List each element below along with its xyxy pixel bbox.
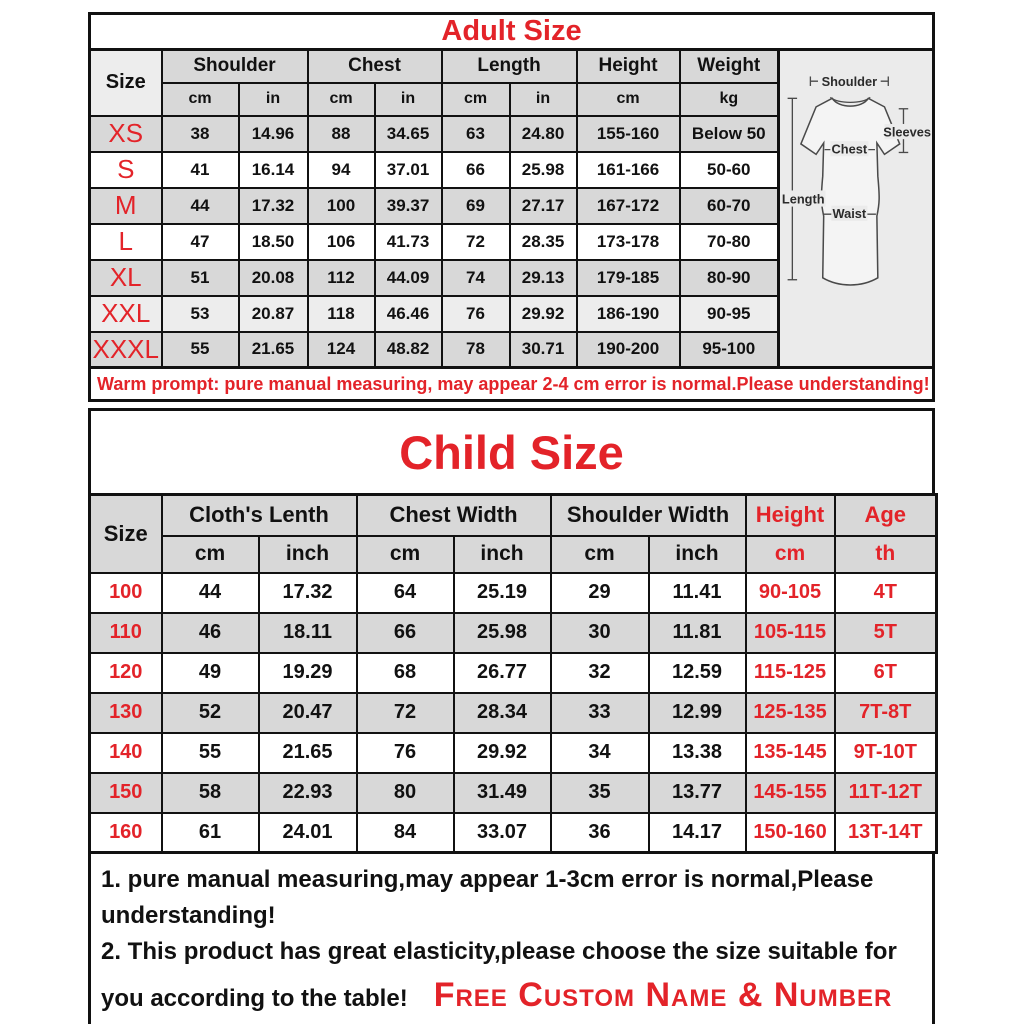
cell-value: 161-166 bbox=[577, 152, 680, 188]
cell-value: 50-60 bbox=[680, 152, 779, 188]
cell-value: 145-155 bbox=[746, 773, 835, 813]
cell-value: 80-90 bbox=[680, 260, 779, 296]
cell-value: 115-125 bbox=[746, 653, 835, 693]
unit-label: inch bbox=[454, 536, 551, 573]
cell-value: 186-190 bbox=[577, 296, 680, 332]
adult-chest-header: Chest bbox=[308, 50, 442, 83]
child-size-section bbox=[88, 408, 935, 1024]
cell-value: 11.81 bbox=[649, 613, 746, 653]
cell-value: 150-160 bbox=[746, 813, 835, 853]
diagram-waist-label: Waist bbox=[832, 205, 867, 221]
cell-value: 11.41 bbox=[649, 573, 746, 613]
row-size-label: 130 bbox=[90, 693, 162, 733]
adult-height-header: Height bbox=[577, 50, 680, 83]
diagram-chest-label: Chest bbox=[831, 141, 868, 157]
child-cloth-length-header: Cloth's Lenth bbox=[162, 495, 357, 536]
cell-value: 28.34 bbox=[454, 693, 551, 733]
table-row bbox=[90, 693, 937, 733]
cell-value: 68 bbox=[357, 653, 454, 693]
cell-value: 63 bbox=[442, 116, 510, 152]
cell-value: 78 bbox=[442, 332, 510, 368]
cell-value: 118 bbox=[308, 296, 375, 332]
cell-value: 21.65 bbox=[239, 332, 308, 368]
adult-header-row bbox=[90, 50, 779, 83]
row-size-label: 160 bbox=[90, 813, 162, 853]
unit-label: cm bbox=[162, 536, 259, 573]
cell-value: 29.92 bbox=[454, 733, 551, 773]
cell-value: 9T-10T bbox=[835, 733, 937, 773]
table-row bbox=[90, 813, 937, 853]
cell-value: 69 bbox=[442, 188, 510, 224]
unit-label: inch bbox=[259, 536, 357, 573]
cell-value: 34.65 bbox=[375, 116, 442, 152]
cell-value: 33.07 bbox=[454, 813, 551, 853]
cell-value: 94 bbox=[308, 152, 375, 188]
cell-value: 5T bbox=[835, 613, 937, 653]
row-size-label: L bbox=[90, 224, 162, 260]
adult-weight-header: Weight bbox=[680, 50, 779, 83]
cell-value: 100 bbox=[308, 188, 375, 224]
cell-value: 32 bbox=[551, 653, 649, 693]
cell-value: 125-135 bbox=[746, 693, 835, 733]
adult-units-row bbox=[90, 83, 779, 116]
cell-value: 53 bbox=[162, 296, 239, 332]
cell-value: 6T bbox=[835, 653, 937, 693]
diagram-sleeves-label: Sleeves bbox=[883, 124, 932, 140]
cell-value: 88 bbox=[308, 116, 375, 152]
row-size-label: XXL bbox=[90, 296, 162, 332]
cell-value: 80 bbox=[357, 773, 454, 813]
cell-value: 106 bbox=[308, 224, 375, 260]
unit-label: th bbox=[835, 536, 937, 573]
cell-value: 28.35 bbox=[510, 224, 577, 260]
cell-value: 35 bbox=[551, 773, 649, 813]
table-row bbox=[90, 733, 937, 773]
cell-value: 60-70 bbox=[680, 188, 779, 224]
adult-size-column-header: Size bbox=[90, 50, 162, 116]
cell-value: 14.96 bbox=[239, 116, 308, 152]
row-size-label: 100 bbox=[90, 573, 162, 613]
notes-box bbox=[88, 854, 935, 1024]
cell-value: 11T-12T bbox=[835, 773, 937, 813]
cell-value: 38 bbox=[162, 116, 239, 152]
cell-value: 173-178 bbox=[577, 224, 680, 260]
table-row bbox=[90, 653, 937, 693]
cell-value: 29.92 bbox=[510, 296, 577, 332]
cell-value: 49 bbox=[162, 653, 259, 693]
child-chest-width-header: Chest Width bbox=[357, 495, 551, 536]
cell-value: 30.71 bbox=[510, 332, 577, 368]
diagram-length-label: Length bbox=[781, 191, 825, 207]
child-header-row bbox=[90, 495, 937, 536]
cell-value: 72 bbox=[442, 224, 510, 260]
cell-value: 58 bbox=[162, 773, 259, 813]
unit-label: kg bbox=[680, 83, 779, 116]
cell-value: 52 bbox=[162, 693, 259, 733]
adult-warning-text: Warm prompt: pure manual measuring, may appear 2-4 cm error is normal.Please understanding! bbox=[88, 369, 935, 402]
table-row bbox=[90, 296, 779, 332]
table-row bbox=[90, 260, 779, 296]
cell-value: 4T bbox=[835, 573, 937, 613]
cell-value: 25.19 bbox=[454, 573, 551, 613]
cell-value: 12.99 bbox=[649, 693, 746, 733]
cell-value: 24.80 bbox=[510, 116, 577, 152]
cell-value: 39.37 bbox=[375, 188, 442, 224]
cell-value: 33 bbox=[551, 693, 649, 733]
row-size-label: XXXL bbox=[90, 332, 162, 368]
cell-value: 179-185 bbox=[577, 260, 680, 296]
cell-value: 13.38 bbox=[649, 733, 746, 773]
child-units-row bbox=[90, 536, 937, 573]
cell-value: 13T-14T bbox=[835, 813, 937, 853]
cell-value: 66 bbox=[442, 152, 510, 188]
row-size-label: XL bbox=[90, 260, 162, 296]
cell-value: 34 bbox=[551, 733, 649, 773]
child-height-header: Height bbox=[746, 495, 835, 536]
row-size-label: 150 bbox=[90, 773, 162, 813]
table-row bbox=[90, 332, 779, 368]
cell-value: 84 bbox=[357, 813, 454, 853]
table-row bbox=[90, 773, 937, 813]
cell-value: 61 bbox=[162, 813, 259, 853]
table-row bbox=[90, 224, 779, 260]
row-size-label: M bbox=[90, 188, 162, 224]
cell-value: 20.87 bbox=[239, 296, 308, 332]
cell-value: 74 bbox=[442, 260, 510, 296]
cell-value: 155-160 bbox=[577, 116, 680, 152]
adult-size-title: Adult Size bbox=[88, 12, 935, 48]
cell-value: 46 bbox=[162, 613, 259, 653]
cell-value: 105-115 bbox=[746, 613, 835, 653]
unit-label: inch bbox=[649, 536, 746, 573]
cell-value: 167-172 bbox=[577, 188, 680, 224]
table-row bbox=[90, 613, 937, 653]
table-row bbox=[90, 116, 779, 152]
tshirt-diagram-svg bbox=[780, 51, 932, 366]
child-shoulder-width-header: Shoulder Width bbox=[551, 495, 746, 536]
cell-value: 13.77 bbox=[649, 773, 746, 813]
cell-value: 76 bbox=[357, 733, 454, 773]
unit-label: cm bbox=[746, 536, 835, 573]
table-row bbox=[90, 152, 779, 188]
cell-value: 17.32 bbox=[259, 573, 357, 613]
row-size-label: XS bbox=[90, 116, 162, 152]
cell-value: 51 bbox=[162, 260, 239, 296]
cell-value: 24.01 bbox=[259, 813, 357, 853]
unit-label: cm bbox=[551, 536, 649, 573]
unit-label: cm bbox=[442, 83, 510, 116]
cell-value: 20.08 bbox=[239, 260, 308, 296]
child-age-header: Age bbox=[835, 495, 937, 536]
cell-value: 70-80 bbox=[680, 224, 779, 260]
table-row bbox=[90, 573, 937, 613]
cell-value: 30 bbox=[551, 613, 649, 653]
cell-value: 14.17 bbox=[649, 813, 746, 853]
cell-value: 47 bbox=[162, 224, 239, 260]
unit-label: in bbox=[510, 83, 577, 116]
unit-label: in bbox=[239, 83, 308, 116]
cell-value: 72 bbox=[357, 693, 454, 733]
cell-value: 29 bbox=[551, 573, 649, 613]
cell-value: 55 bbox=[162, 733, 259, 773]
cell-value: 27.17 bbox=[510, 188, 577, 224]
unit-label: cm bbox=[577, 83, 680, 116]
unit-label: cm bbox=[162, 83, 239, 116]
free-custom-promo: Free Custom Name & Number bbox=[433, 976, 893, 1014]
cell-value: 41 bbox=[162, 152, 239, 188]
cell-value: 12.59 bbox=[649, 653, 746, 693]
cell-value: 90-95 bbox=[680, 296, 779, 332]
cell-value: 135-145 bbox=[746, 733, 835, 773]
cell-value: Below 50 bbox=[680, 116, 779, 152]
cell-value: 190-200 bbox=[577, 332, 680, 368]
note-1: 1. pure manual measuring,may appear 1-3cm error is normal,Please understanding! bbox=[101, 866, 874, 929]
row-size-label: 140 bbox=[90, 733, 162, 773]
cell-value: 44 bbox=[162, 573, 259, 613]
cell-value: 31.49 bbox=[454, 773, 551, 813]
cell-value: 29.13 bbox=[510, 260, 577, 296]
note-2: 2. This product has great elasticity,please choose the size suitable for you according to the table! bbox=[101, 938, 897, 1012]
cell-value: 36 bbox=[551, 813, 649, 853]
cell-value: 46.46 bbox=[375, 296, 442, 332]
adult-shoulder-header: Shoulder bbox=[162, 50, 308, 83]
cell-value: 25.98 bbox=[454, 613, 551, 653]
cell-value: 90-105 bbox=[746, 573, 835, 613]
cell-value: 44 bbox=[162, 188, 239, 224]
cell-value: 48.82 bbox=[375, 332, 442, 368]
adult-body bbox=[88, 48, 935, 369]
cell-value: 95-100 bbox=[680, 332, 779, 368]
cell-value: 55 bbox=[162, 332, 239, 368]
cell-value: 19.29 bbox=[259, 653, 357, 693]
cell-value: 44.09 bbox=[375, 260, 442, 296]
tshirt-measurement-diagram bbox=[780, 48, 935, 369]
unit-label: cm bbox=[308, 83, 375, 116]
cell-value: 18.50 bbox=[239, 224, 308, 260]
row-size-label: 110 bbox=[90, 613, 162, 653]
cell-value: 41.73 bbox=[375, 224, 442, 260]
cell-value: 22.93 bbox=[259, 773, 357, 813]
unit-label: in bbox=[375, 83, 442, 116]
row-size-label: 120 bbox=[90, 653, 162, 693]
child-size-title: Child Size bbox=[88, 408, 935, 493]
cell-value: 18.11 bbox=[259, 613, 357, 653]
adult-size-table bbox=[88, 48, 780, 369]
adult-size-section bbox=[88, 12, 935, 402]
row-size-label: S bbox=[90, 152, 162, 188]
cell-value: 16.14 bbox=[239, 152, 308, 188]
child-size-table bbox=[88, 493, 938, 854]
cell-value: 20.47 bbox=[259, 693, 357, 733]
cell-value: 17.32 bbox=[239, 188, 308, 224]
cell-value: 66 bbox=[357, 613, 454, 653]
cell-value: 124 bbox=[308, 332, 375, 368]
diagram-shoulder-label: Shoulder bbox=[821, 73, 878, 89]
unit-label: cm bbox=[357, 536, 454, 573]
cell-value: 21.65 bbox=[259, 733, 357, 773]
cell-value: 25.98 bbox=[510, 152, 577, 188]
cell-value: 26.77 bbox=[454, 653, 551, 693]
adult-length-header: Length bbox=[442, 50, 577, 83]
cell-value: 7T-8T bbox=[835, 693, 937, 733]
cell-value: 76 bbox=[442, 296, 510, 332]
table-row bbox=[90, 188, 779, 224]
cell-value: 37.01 bbox=[375, 152, 442, 188]
cell-value: 112 bbox=[308, 260, 375, 296]
cell-value: 64 bbox=[357, 573, 454, 613]
child-size-column-header: Size bbox=[90, 495, 162, 573]
